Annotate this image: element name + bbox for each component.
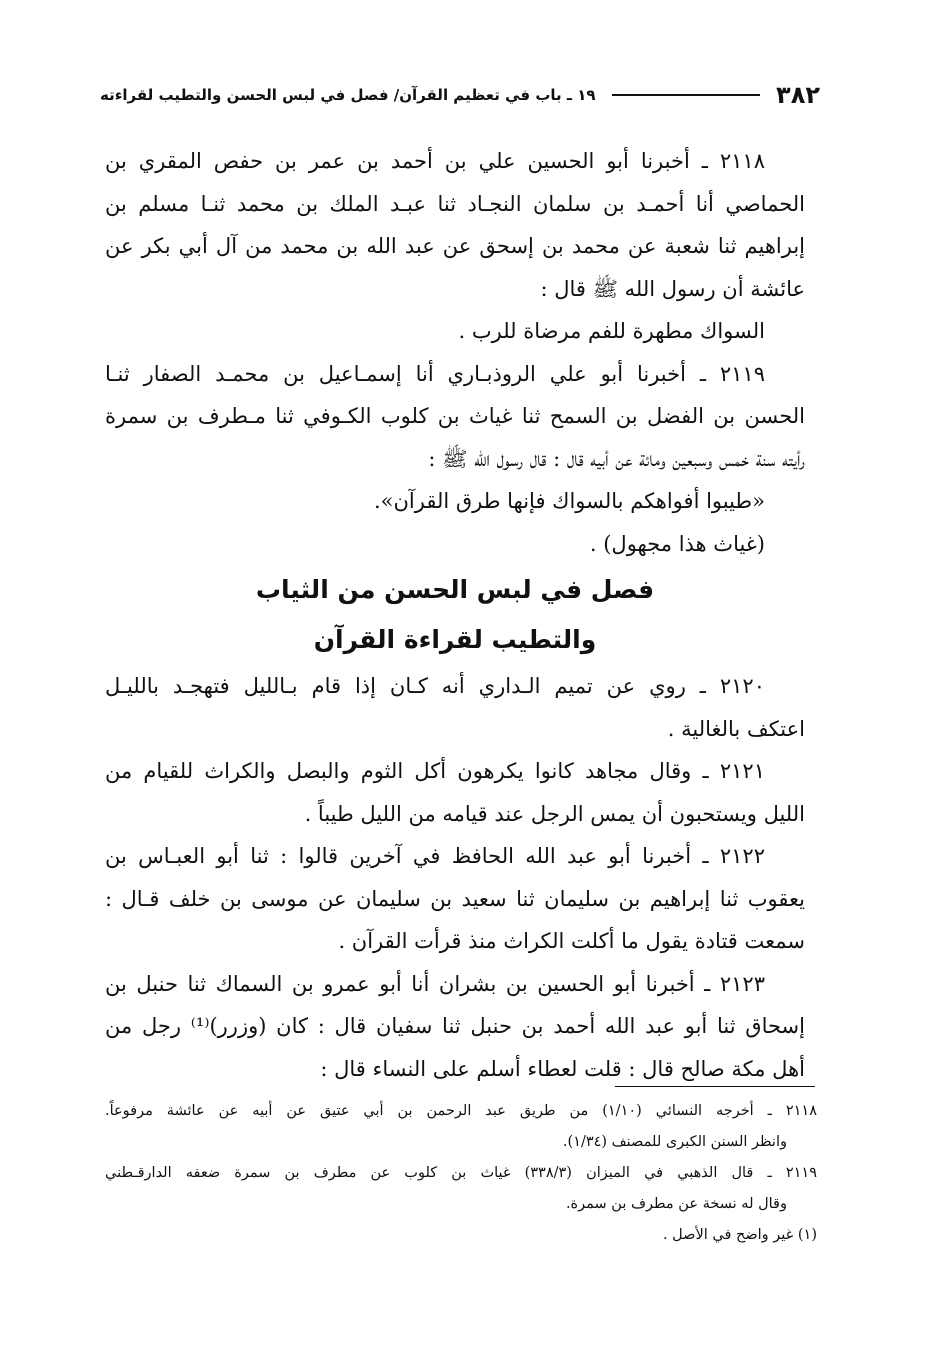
text-line: اعتكف بالغالية .: [667, 716, 805, 741]
text-line: الليل ويستحبون أن يمس الرجل عند قيامه من الليل طيباً .: [304, 801, 805, 826]
text-line: ٢١١٩ ـ أخبرنا أبو علي الروذبـاري أنا إسمـاعيل بن محمـد الصفار ثنـا: [105, 361, 765, 386]
footnote-line: ٢١١٨ ـ أخرجه النسائي (١/١٠) من طريق عبد الرحمن بن أبي عتيق عن أبيه عن عائشة مرفوعاً.: [105, 1103, 817, 1119]
text-line: ٢١١٨ ـ أخبرنا أبو الحسين علي بن أحمد بن عمر بن حفص المقري بن: [105, 149, 765, 173]
text-line: ٢١٢٠ ـ روي عن تميم الـداري أنه كـان إذا قام بـالليل فتهجـد بالليـل: [105, 674, 765, 698]
running-title: ١٩ ـ باب في تعظيم القرآن/ فصل في لبس الحسن والتطيب لقراءته: [100, 86, 596, 104]
text-line: ٢١٢٣ ـ أخبرنا أبو الحسين بن بشران أنا أبو عمرو بن السماك ثنا حنبل بن: [105, 971, 765, 996]
footnote-line: وانظر السنن الكبرى للمصنف (١/٣٤).: [562, 1134, 787, 1150]
text-block-1: [105, 140, 805, 565]
header-rule: [612, 94, 760, 96]
section-heading-line-2: والتطيب لقراءة القرآن: [313, 625, 597, 654]
text-line: ٢١٢٢ ـ أخبرنا أبو عبد الله الحافظ في آخرين قالوا : ثنا أبو العبـاس بن: [105, 844, 765, 868]
footnote-line: ٢١١٩ ـ قال الذهبي في الميزان (٣٣٨/٣) غياث بن كلوب عن مطرف بن سمرة ضعفه الدارقـطني: [105, 1165, 817, 1181]
text-line: (غياث هذا مجهول) .: [589, 531, 765, 556]
main-text: [105, 140, 805, 1090]
text-line: إسحاق ثنا أبو عبد الله أحمد بن حنبل ثنا سفيان قال : كان (وزرر)⁽¹⁾ رجل من: [105, 1014, 805, 1038]
text-line: يعقوب ثنا إبراهيم بن سليمان ثنا سعيد بن سليمان عن موسى بن خلف قـال :: [105, 886, 805, 911]
text-block-2: [105, 665, 805, 1090]
text-line: الحسن بن الفضل بن السمح ثنا غياث بن كلوب الكـوفي ثنا مـطرف بن سمرة: [105, 404, 805, 428]
footnote-line: (١) غير واضح في الأصل .: [662, 1227, 817, 1243]
page-number: ٣٨٢: [776, 81, 820, 109]
text-line: ٢١٢١ ـ وقال مجاهد كانوا يكرهون أكل الثوم والبصل والكراث للقيام من: [105, 759, 765, 783]
text-line: الحماصي أنا أحمـد بن سلمان النجـاد ثنا عبـد الملك بن محمد ثنـا مسلم بن: [105, 191, 805, 216]
text-line: إبراهيم ثنا شعبة عن محمد بن إسحق عن عبد الله بن محمد من آل أبي بكر عن: [105, 234, 805, 258]
text-line: أهل مكة صالح قال : قلت لعطاء أسلم على النساء قال :: [320, 1056, 805, 1081]
footnotes: [105, 1096, 817, 1251]
text-line: رأيته سنة خمس وسبعين ومائة عن أبيه قال : قال رسول الله ﷺ :: [428, 446, 805, 471]
footnote-line: وقال له نسخة عن مطرف بن سمرة.: [565, 1196, 787, 1212]
section-heading-line-1: فصل في لبس الحسن من الثياب: [255, 575, 655, 604]
footnote-separator: [615, 1086, 815, 1087]
text-line: السواك مطهرة للفم مرضاة للرب .: [458, 319, 765, 343]
text-line: عائشة أن رسول الله ﷺ قال :: [540, 276, 805, 301]
text-line: «طيبوا أفواهكم بالسواك فإنها طرق القرآن».: [373, 489, 765, 513]
running-header: [100, 78, 820, 112]
text-line: سمعت قتادة يقول ما أكلت الكراث منذ قرأت القرآن .: [338, 929, 805, 953]
